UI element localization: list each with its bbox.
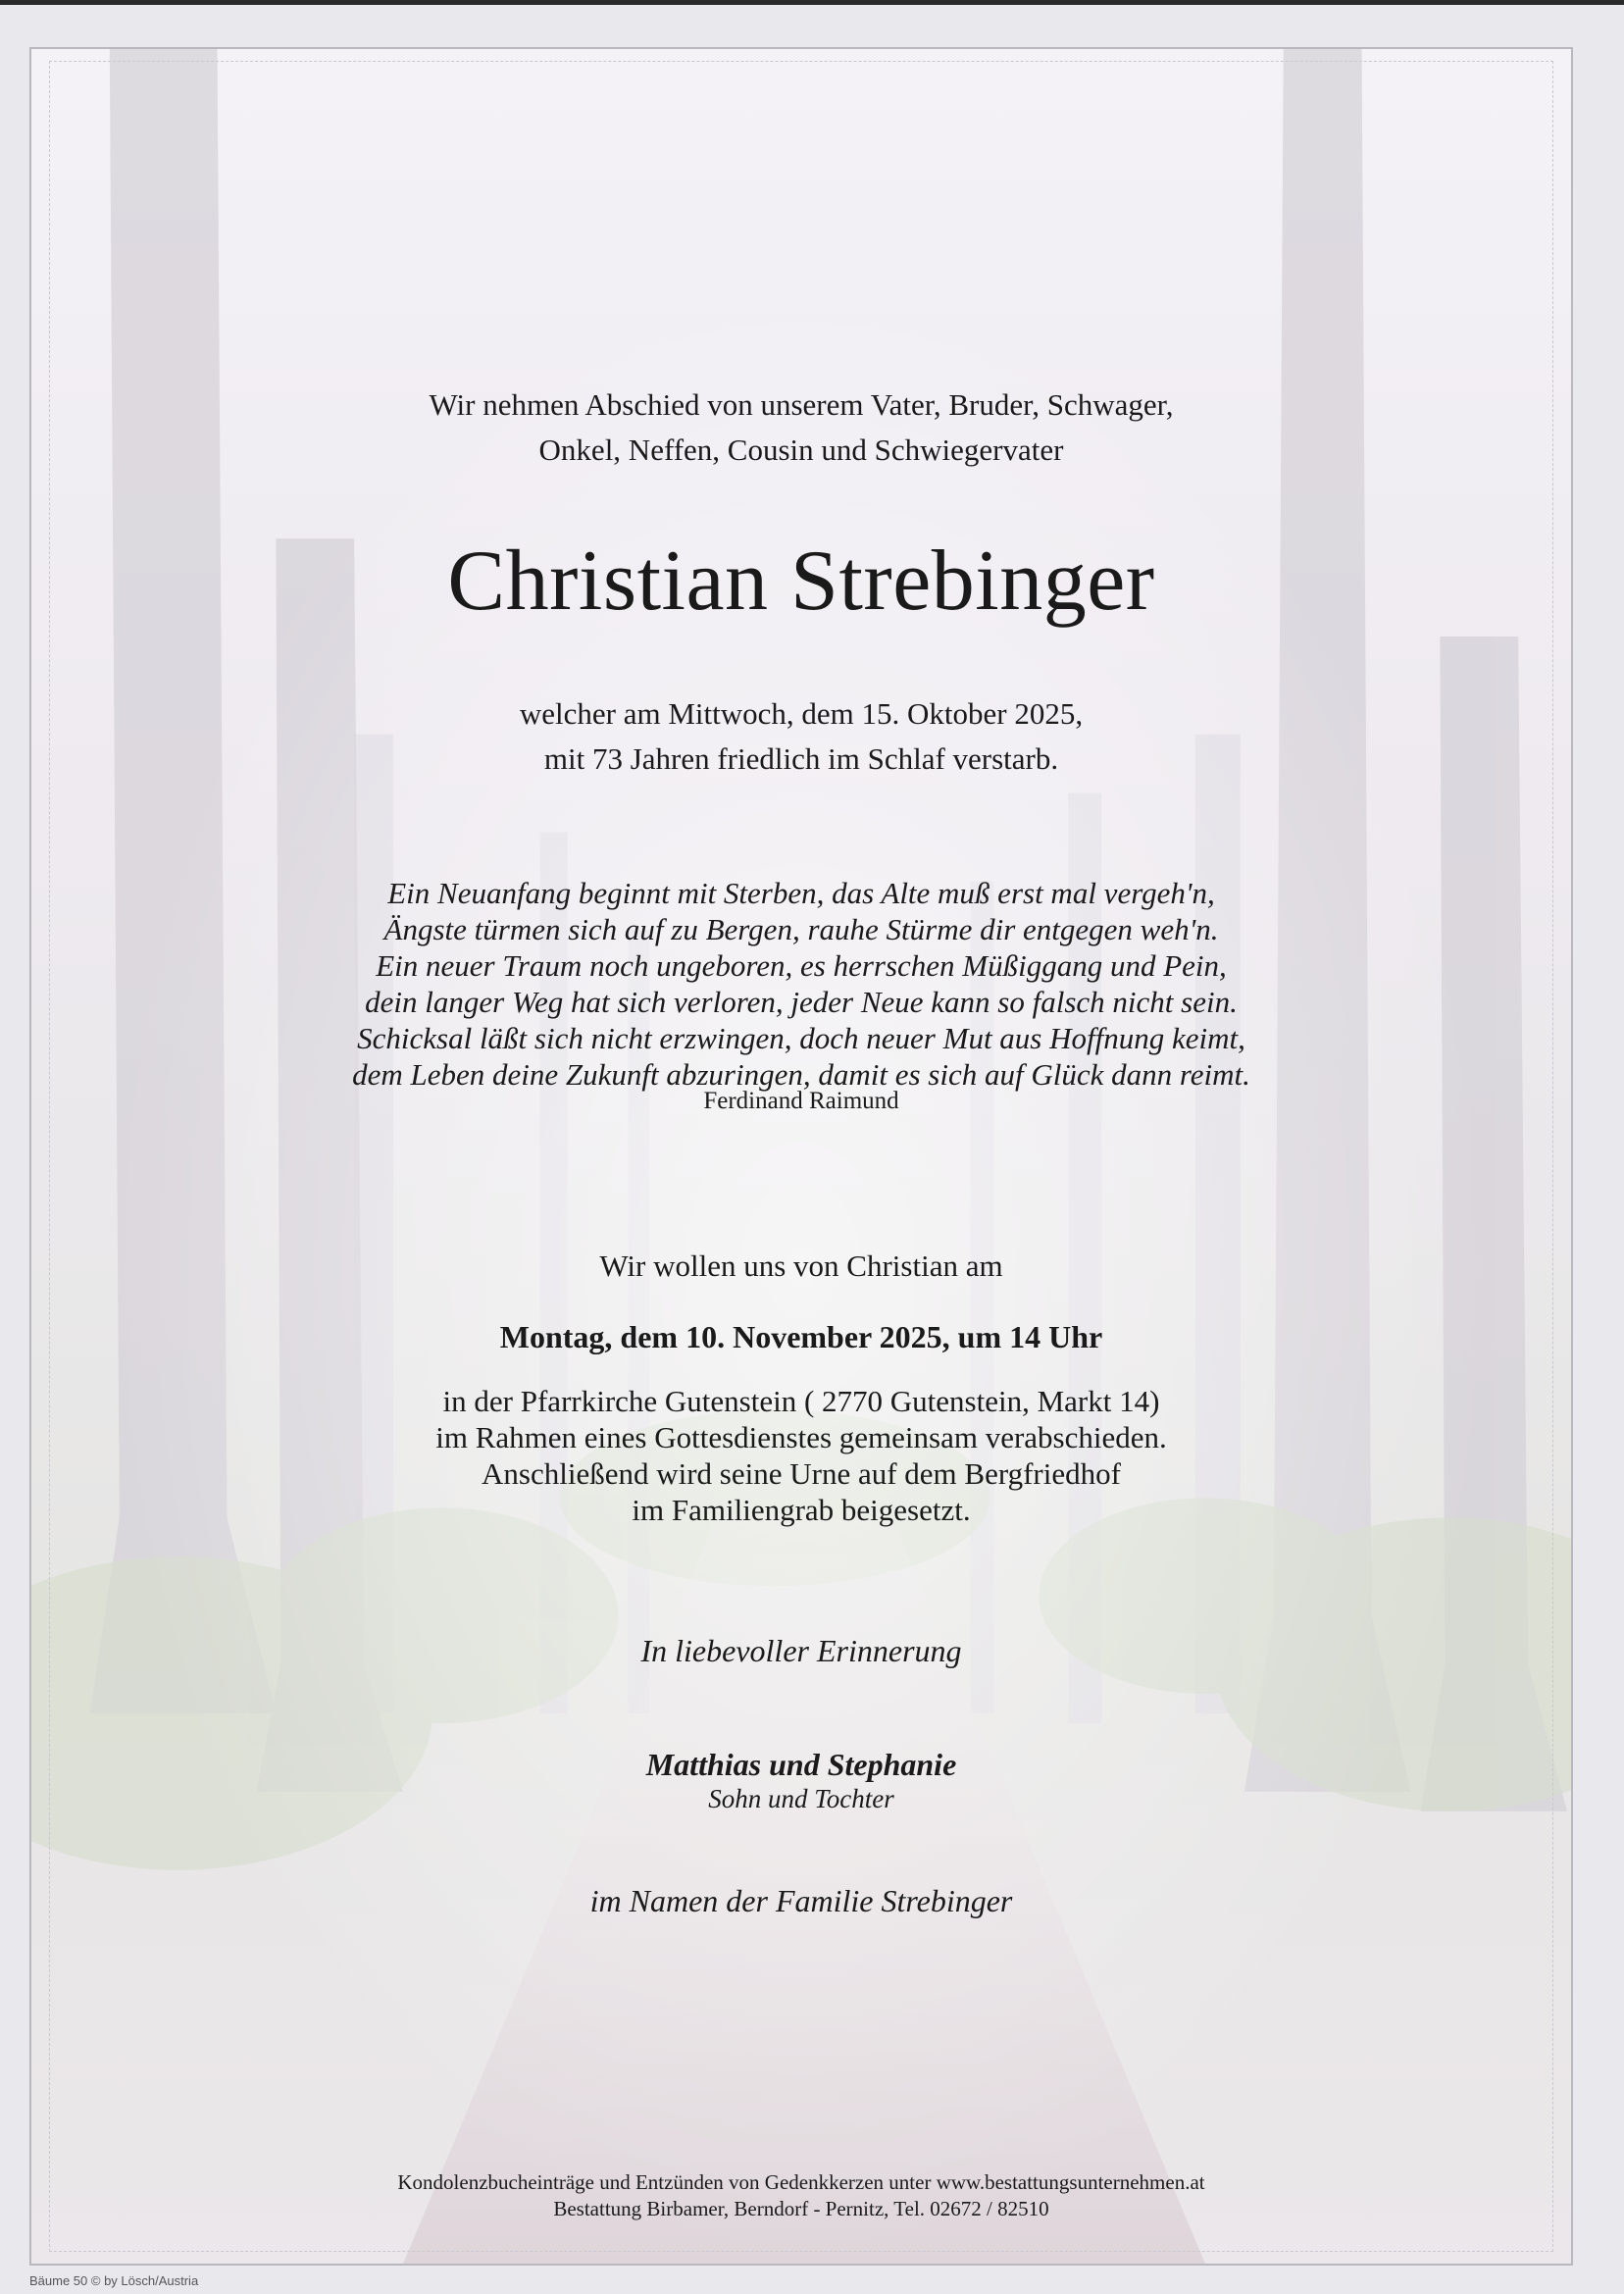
scan-top-edge: [0, 0, 1624, 5]
footer-info: [31, 2169, 1571, 2222]
footer-line: Kondolenzbucheinträge und Entzünden von Gedenkkerzen unter www.bestattungsunternehmen.at: [397, 2170, 1205, 2194]
intro-text: [31, 382, 1571, 473]
intro-line: Wir nehmen Abschied von unserem Vater, Bruder, Schwager,: [429, 387, 1174, 422]
obituary-sheet: [29, 47, 1573, 2266]
poem-line: dein langer Weg hat sich verloren, jeder Neue kann so falsch nicht sein.: [365, 985, 1238, 1019]
service-location: [31, 1383, 1571, 1528]
poem-line: Schicksal läßt sich nicht erzwingen, doch neuer Mut aus Hoffnung keimt,: [357, 1021, 1245, 1055]
poem-line: Ein Neuanfang beginnt mit Sterben, das Alte muß erst mal vergeh'n,: [387, 876, 1215, 910]
service-location-line: in der Pfarrkirche Gutenstein ( 2770 Gutenstein, Markt 14): [442, 1384, 1160, 1418]
image-credit: Bäume 50 © by Lösch/Austria: [29, 2273, 199, 2288]
footer-line: Bestattung Birbamer, Berndorf - Pernitz, Tel. 02672 / 82510: [553, 2197, 1049, 2220]
survivors-names: Matthias und Stephanie: [645, 1747, 957, 1782]
poem-line: dem Leben deine Zukunft abzuringen, damit es sich auf Glück dann reimt.: [352, 1057, 1250, 1092]
obituary-text: [31, 49, 1571, 2264]
poem-author: Ferdinand Raimund: [703, 1088, 899, 1114]
death-notice-line: mit 73 Jahren friedlich im Schlaf verstarb.: [543, 741, 1059, 776]
death-notice-line: welcher am Mittwoch, dem 15. Oktober 2025,: [519, 696, 1084, 731]
service-date-time: Montag, dem 10. November 2025, um 14 Uhr: [499, 1319, 1103, 1354]
poem-line: Ängste türmen sich auf zu Bergen, rauhe Stürme dir entgegen weh'n.: [383, 912, 1219, 946]
intro-line: Onkel, Neffen, Cousin und Schwiegervater: [538, 433, 1064, 467]
service-location-line: im Rahmen eines Gottesdienstes gemeinsam verabschieden.: [435, 1420, 1167, 1454]
poem: [31, 875, 1571, 1093]
survivors-relation: Sohn und Tochter: [708, 1784, 894, 1813]
poem-line: Ein neuer Traum noch ungeboren, es herrschen Müßiggang und Pein,: [376, 948, 1227, 983]
service-location-line: im Familiengrab beigesetzt.: [632, 1493, 971, 1527]
family-signature: im Namen der Familie Strebinger: [589, 1883, 1013, 1918]
service-invite: Wir wollen uns von Christian am: [599, 1249, 1003, 1283]
death-notice: [31, 691, 1571, 782]
deceased-name: Christian Strebinger: [447, 534, 1155, 629]
service-location-line: Anschließend wird seine Urne auf dem Bergfriedhof: [482, 1456, 1121, 1491]
memory-phrase: In liebevoller Erinnerung: [640, 1633, 962, 1668]
